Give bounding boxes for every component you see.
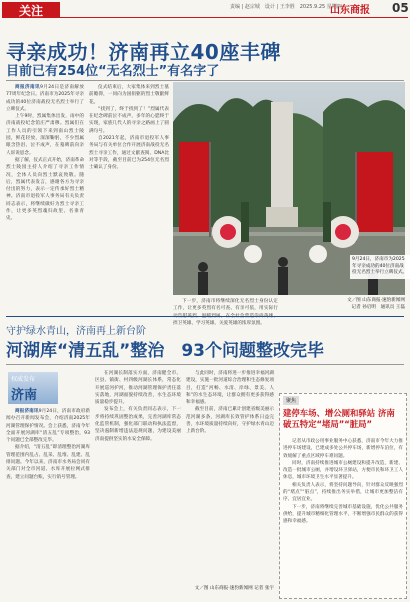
article1-paragraph: 上午9时，烈属集体出发，雨中的济南战役纪念馆庄严肃穆。烈属们在工作人员的引领下来到南山烈士陵园，鲜花轻放，深深鞠躬，不少烈属眼含热泪、泣不成声，在墓碑前向亲人诉说思念。: [6, 114, 84, 156]
article2-headline: 河湖库“清五乱”整治 93个问题整改完毕: [6, 341, 325, 361]
sidebar-paragraph: 同时，济南持续推进城市公厕建设和提升改造，新建、改造一批城市公厕，并增设环卫驿站，方便市民和环卫工人休息，城市环境卫生水平显著提升。: [283, 460, 403, 481]
sidebar-headline: 建停车场、增公厕和驿站 济南破五特定“堵局”“脏局”: [283, 408, 395, 429]
article2-paragraph: 在河湖长制落实方面，济南健全市、区县、镇街、村四级河湖长体系，常态化开展巡河护河，推动河湖管理保护责任落实落地，河湖面貌持续改善，水生态环境质量稳步提升。: [95, 371, 181, 406]
article1-subheadline: 目前已有254位“无名烈士”有名字了: [6, 64, 220, 79]
header-info: 责编 | 赵宗城 设计 | 王李胜 2025.9.25 星期四: [230, 4, 342, 10]
article2-paragraph: 发布会上，有关负责同志表示，下一步将持续巩固整治成果，完善河湖库常态化监管机制，强化部门联动和执法监督，坚决遏制新增违法违规问题，为建设美丽济南提供坚实的水安全保障。: [95, 407, 181, 442]
article1-paragraph: 商报济南讯9月24日是济南解放77周年纪念日。济南市为2025年寻亲成功的40位济南战役无名烈士举行了立碑仪式。: [6, 85, 84, 112]
article1-headline: 寻亲成功！济南再立40座丰碑: [6, 40, 281, 64]
article2-column-3: [186, 370, 274, 584]
article1-credit: 文／图 山东商报·速豹新闻网 记者 孙启明 通讯员 王磊: [346, 298, 405, 310]
sidebar-paragraph: 记者从市政公用事业服务中心获悉，济南市今年大力推进停车场建设，已建成多处公共停车场，新增停车泊位，有效缓解了重点区域停车难问题。: [283, 439, 403, 459]
article2-credit: 文／图 山东商报·速豹新闻网 记者 张宇: [194, 586, 274, 591]
paper-name: 山东商报: [330, 5, 370, 16]
article2-paragraph: 商报济南讯9月24日，济南市政府新闻办召开新闻发布会，介绍济南2025年河湖管理保护情况。会上获悉，济南今年全面开展河湖库“清五乱”专项整治，93个问题已全部整改完毕。: [6, 409, 90, 444]
article2-paragraph: 与此同时，济南将进一步推进幸福河湖建设，实施一批河道综合治理和生态修复项目，打造“河畅、水清、岸绿、景美、人和”的水生态环境，让群众拥有更多获得感和幸福感。: [186, 371, 274, 406]
sidebar-tag: 聚焦: [283, 396, 299, 405]
article1-column-2: [89, 84, 169, 312]
article2-paragraph: 截至目前，济南已累计创建省级美丽示范河湖多条，河湖库长效管护体系日益完善，水环境质量持续向好，守护绿水青山迈上新台阶。: [186, 407, 274, 435]
article1-paragraph: 自2021年起，济南市退役军人事务局与有关单位合作开展济南战役无名烈士寻亲工作，通过文献查阅、DNA比对等手段，截至目前已为254位无名烈士确认了身份。: [89, 136, 169, 171]
dateline: 商报济南讯: [15, 85, 40, 90]
dateline: 商报济南讯: [15, 409, 39, 414]
article1-paragraph: “找到了，终于找到了！”烈属代表在纪念碑前泣不成声，多年的心愿终于实现，家族几代人的寻亲之路画上了圆满句号。: [89, 106, 169, 134]
sidebar-paragraph: 相关负责人表示，将坚持问题导向，针对群众反映强烈的“堵点”“脏点”，持续推出务实举措，让城市更加整洁有序、宜居宜业。: [283, 482, 403, 503]
section-divider: [6, 316, 404, 317]
article1-paragraph: 据了解，仪式正式开始，济南革命烈士陵园主持人介绍了寻亲工作情况，全体人员向烈士默哀致敬。随后，烈属代表发言，感谢各方为寻亲付出的努力，表示一定传承好烈士精神。济南市退役军人事务局有关负责同志表示，将继续做好为烈士寻亲工作，让更多英烈魂归故里、名垂青史。: [6, 157, 84, 222]
logo-line2: 济南: [11, 388, 38, 403]
page-number: 05: [392, 1, 409, 15]
sidebar-body: [283, 438, 403, 593]
article2-column-1: [6, 408, 90, 598]
article2-paragraph: 据介绍，“清五乱”即清理整治河湖库管理范围内乱占、乱采、乱堆、乱建、乱排问题。今年以来，济南市水务局会同有关部门对全市河道、水库开展拉网式排查，建立问题台账，实行销号管理。: [6, 445, 90, 480]
article1-paragraph: 下一步，济南市将继续深化无名烈士身份认定工作，让更多英烈有名可查、有亲可依，用实际行 捍卫英雄、学习英雄、关爱英雄的浓厚氛围。: [173, 299, 278, 326]
header-rule: [60, 17, 408, 18]
article1-column-1: [6, 84, 84, 312]
photo-caption: 9月24日，济南市为2025年寻亲成功的40位济南战役无名烈士举行立碑仪式。: [350, 255, 410, 279]
article2-rule: [6, 364, 404, 365]
authoritative-release-logo: [8, 372, 58, 404]
article2-kicker: 守护绿水青山，济南再上新台阶: [6, 326, 146, 337]
section-tag: 关注: [2, 2, 60, 18]
article2-column-2: [95, 370, 181, 598]
sidebar-paragraph: 下一步，济南将继续完善城市基础设施，优化公共服务供给，提升城市精细化管理水平，不断增强市民群众的获得感和幸福感。: [283, 504, 403, 525]
logo-line1: 权威发布: [11, 376, 36, 383]
article1-paragraph: 仪式结束后，大家集体来到烈士墓前瞻仰，一同向为国捐躯的烈士敬献鲜花。: [89, 85, 169, 105]
article1-rule: [6, 80, 404, 81]
article1-column-3: [173, 298, 278, 326]
